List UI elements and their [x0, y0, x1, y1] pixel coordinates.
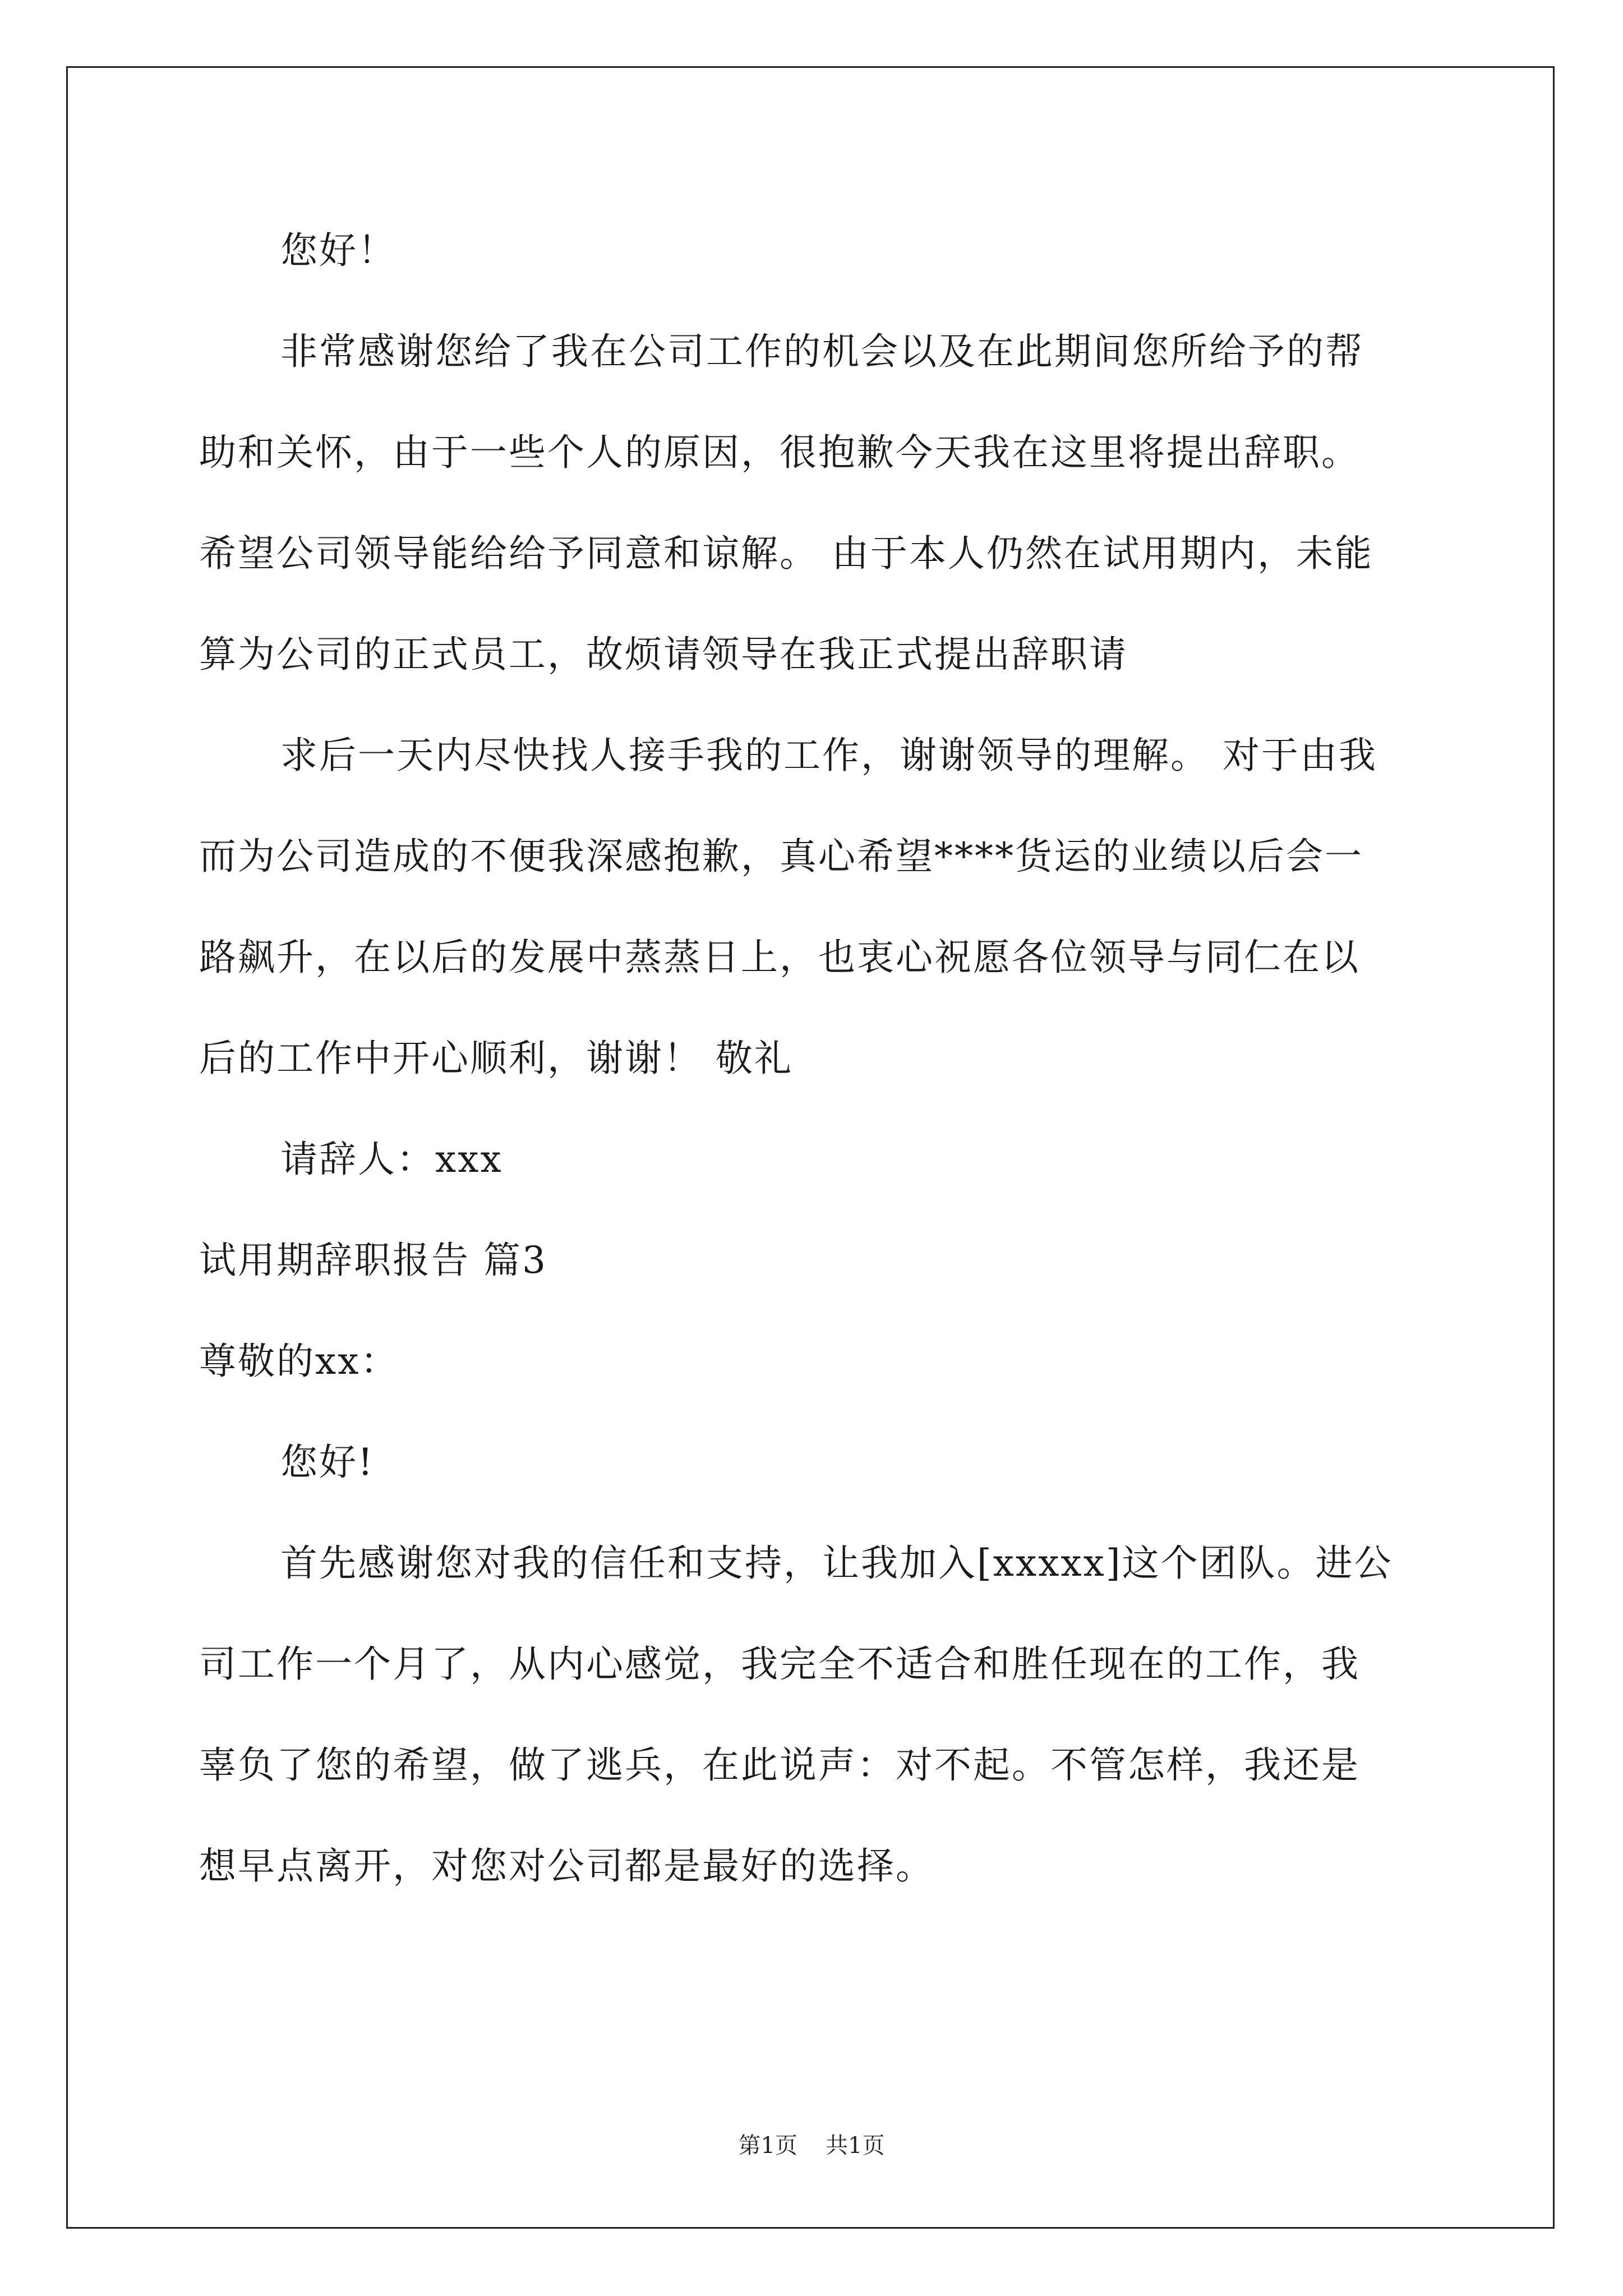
salutation-line: 尊敬的xx： [199, 1340, 399, 1383]
paragraph-line: 路飙升，在以后的发展中蒸蒸日上，也衷心祝愿各位领导与同仁在以 [199, 936, 1360, 979]
paragraph-line: 想早点离开，对您对公司都是最好的选择。 [199, 1844, 934, 1888]
page-number-label: 第1页 [738, 2133, 797, 2159]
greeting-line: 您好！ [280, 229, 396, 272]
section-heading: 试用期辞职报告 篇3 [199, 1239, 547, 1282]
paragraph-line: 而为公司造成的不便我深感抱歉，真心希望****货运的业绩以后会一 [199, 835, 1363, 878]
paragraph-line: 后的工作中开心顺利，谢谢！ 敬礼 [199, 1037, 793, 1080]
paragraph-line: 司工作一个月了，从内心感觉，我完全不适合和胜任现在的工作，我 [199, 1642, 1360, 1686]
paragraph-line: 辜负了您的希望，做了逃兵，在此说声：对不起。不管怎样，我还是 [199, 1743, 1360, 1787]
page-total-label: 共1页 [826, 2133, 885, 2159]
paragraph-line: 希望公司领导能给给予同意和谅解。 由于本人仍然在试用期内，未能 [199, 532, 1373, 575]
paragraph-line: 助和关怀，由于一些个人的原因，很抱歉今天我在这里将提出辞职。 [199, 431, 1360, 474]
paragraph-line: 求后一天内尽快找人接手我的工作，谢谢领导的理解。 对于由我 [280, 734, 1377, 777]
page-footer [0, 2132, 1623, 2160]
greeting-line: 您好! [280, 1441, 375, 1484]
paragraph-line: 非常感谢您给了我在公司工作的机会以及在此期间您所给予的帮 [280, 330, 1364, 373]
paragraph-line: 首先感谢您对我的信任和支持，让我加入[xxxxx]这个团队。进公 [280, 1542, 1393, 1585]
signature-line: 请辞人：xxx [280, 1138, 503, 1181]
paragraph-line: 算为公司的正式员工，故烦请领导在我正式提出辞职请 [199, 633, 1128, 676]
